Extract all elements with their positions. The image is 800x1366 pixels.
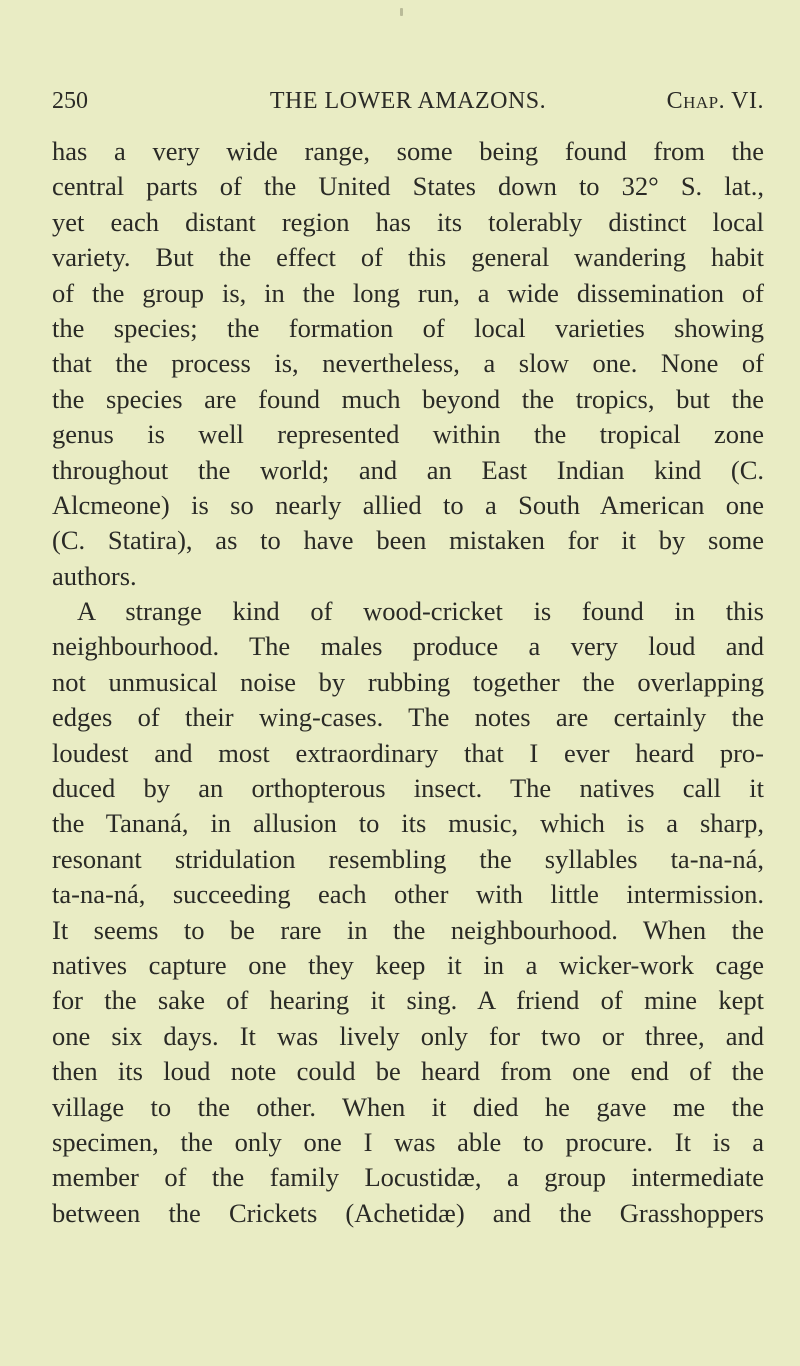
- text-line: variety. But the effect of this general wandering habit: [52, 242, 764, 273]
- text-line: the species are found much beyond the tropics, but the: [52, 383, 764, 414]
- text-line: one six days. It was lively only for two or three, and: [52, 1020, 764, 1051]
- text-line: It seems to be rare in the neighbourhood. When the: [52, 914, 764, 945]
- paragraph-continued: [52, 134, 764, 594]
- text-line: between the Crickets (Achetidæ) and the Grasshoppers: [52, 1197, 764, 1228]
- text-line: (C. Statira), as to have been mistaken for it by some: [52, 525, 764, 556]
- text-line: has a very wide range, some being found from the: [52, 136, 764, 166]
- text-line: specimen, the only one I was able to procure. It is a: [52, 1126, 764, 1157]
- text-line: then its loud note could be heard from one end of the: [52, 1056, 764, 1087]
- text-line: central parts of the United States down to 32° S. lat.,: [52, 171, 764, 202]
- text-line: ta-na-ná, succeeding each other with little intermission.: [52, 879, 764, 910]
- text-line: edges of their wing-cases. The notes are certainly the: [52, 702, 764, 733]
- body-text: [52, 134, 764, 1231]
- text-line: A strange kind of wood-cricket is found in this: [77, 596, 764, 627]
- text-line: the species; the formation of local varieties showing: [52, 312, 764, 343]
- running-title: THE LOWER AMAZONS.: [269, 88, 547, 114]
- paragraph-wood-cricket: [52, 594, 764, 1231]
- text-line: authors.: [52, 560, 137, 591]
- chapter-label: Chap. VI.: [666, 88, 764, 114]
- text-line: throughout the world; and an East Indian kind (C.: [52, 454, 764, 485]
- text-line: Alcmeone) is so nearly allied to a South American one: [52, 489, 764, 520]
- text-line: neighbourhood. The males produce a very loud and: [52, 631, 764, 662]
- page-number: 250: [52, 88, 88, 114]
- text-line: loudest and most extraordinary that I ever heard pro-: [52, 737, 764, 768]
- text-line: not unmusical noise by rubbing together the overlapping: [52, 666, 764, 697]
- text-line: the Tananá, in allusion to its music, which is a sharp,: [52, 808, 764, 839]
- print-speck: [400, 8, 403, 16]
- text-line: member of the family Locustidæ, a group intermediate: [52, 1162, 764, 1193]
- text-line: for the sake of hearing it sing. A friend of mine kept: [52, 985, 764, 1016]
- running-head: [52, 86, 764, 116]
- text-line: genus is well represented within the tropical zone: [52, 419, 764, 450]
- text-line: resonant stridulation resembling the syllables ta-na-ná,: [52, 843, 764, 874]
- text-line: village to the other. When it died he gave me the: [52, 1091, 764, 1122]
- text-line: of the group is, in the long run, a wide dissemination of: [52, 277, 764, 308]
- text-line: duced by an orthopterous insect. The natives call it: [52, 773, 764, 804]
- text-line: that the process is, nevertheless, a slow one. None of: [52, 348, 764, 379]
- text-line: yet each distant region has its tolerably distinct local: [52, 206, 764, 237]
- text-line: natives capture one they keep it in a wicker-work cage: [52, 949, 764, 980]
